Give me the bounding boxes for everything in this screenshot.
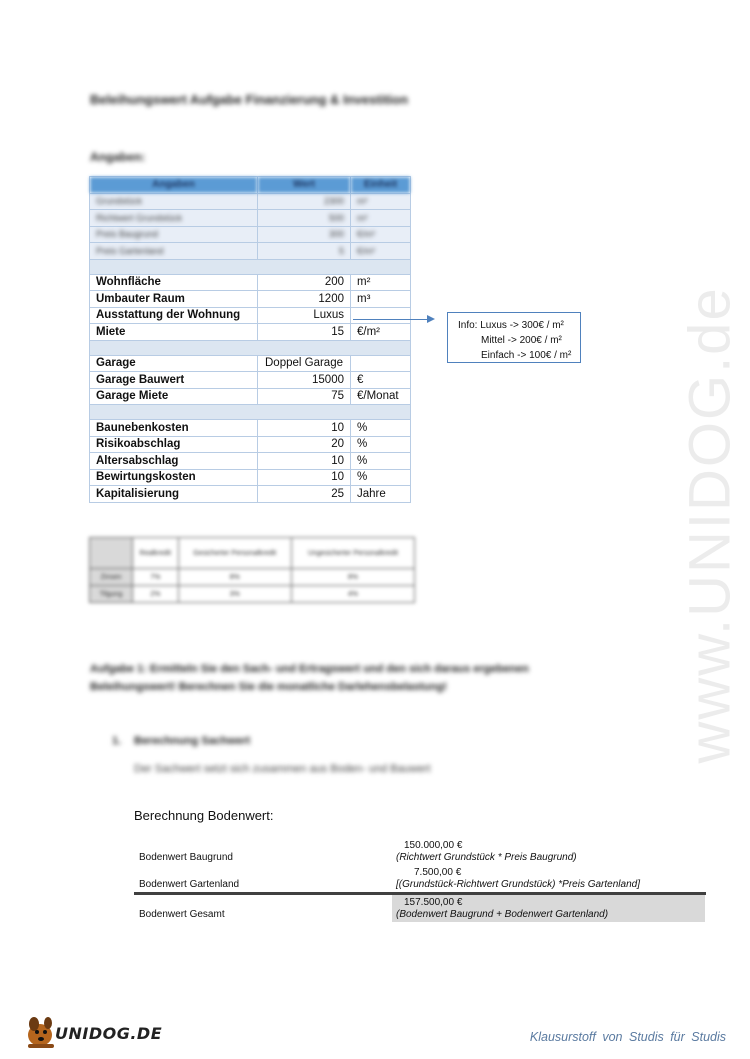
calc-row: [134, 838, 706, 865]
footer-slogan: Klausurstoff von Studis für Studis: [529, 1030, 726, 1044]
document-title: Beleihungswert Aufgabe Finanzierung & Investition: [90, 92, 409, 107]
logo-text: UNIDOG.DE: [55, 1024, 163, 1043]
table-row: Altersabschlag 10 %: [90, 453, 411, 470]
table-separator: [90, 259, 411, 274]
calc-label: Bodenwert Baugrund: [139, 852, 233, 863]
table-row: Realkredit Gesicherter Personalkredit Ungesicherter Personalkredit: [90, 538, 415, 569]
bodenwert-calculation: [134, 838, 706, 922]
table-row: Preis Gartenland 5 €/m²: [90, 243, 411, 260]
table-separator: [90, 405, 411, 420]
interest-table: [89, 537, 415, 603]
table-row: Bewirtungskosten 10 %: [90, 469, 411, 486]
calc-label: Bodenwert Gartenland: [139, 879, 240, 890]
watermark: www.UNIDOG.de: [677, 286, 743, 764]
table-separator: [90, 340, 411, 355]
table-row: Baunebenkosten 10 %: [90, 420, 411, 437]
table-row: Preis Baugrund 300 €/m²: [90, 226, 411, 243]
section-heading: [112, 735, 250, 747]
calc-row: [134, 865, 706, 892]
calc-amount: 150.000,00 €: [404, 840, 463, 851]
calc-formula: (Richtwert Grundstück * Preis Baugrund): [396, 852, 577, 863]
dog-mascot-icon: [28, 1017, 54, 1048]
task-description: Aufgabe 1: Ermitteln Sie den Sach- und Ertragswert und den sich daraus ergebenen Beleihungswert! Berechnen Sie die monatliche Darlehensbelastung!: [90, 663, 529, 693]
arrow-line: [353, 319, 429, 320]
table-row: Risikoabschlag 20 %: [90, 436, 411, 453]
table-row: Garage Bauwert 15000 €: [90, 372, 411, 389]
table-header-wert: Wert: [258, 177, 351, 194]
angaben-label: Angaben:: [90, 150, 146, 164]
data-table: [89, 176, 411, 503]
arrow-head-icon: [427, 315, 435, 323]
info-line: Mittel -> 200€ / m²: [481, 335, 562, 346]
table-row: Zinsen 7% 8% 8%: [90, 569, 415, 586]
table-row: Kapitalisierung 25 Jahre: [90, 486, 411, 503]
section-number: 1.: [112, 735, 122, 747]
calc-label: Bodenwert Gesamt: [139, 909, 225, 920]
section-subtext: Der Sachwert setzt sich zusammen aus Boden- und Bauwert: [134, 763, 431, 775]
calc-formula: [(Grundstück-Richtwert Grundstück) *Preis Gartenland]: [396, 879, 640, 890]
table-row: Garage Miete 75 €/Monat: [90, 388, 411, 405]
table-row: Ausstattung der Wohnung Luxus: [90, 307, 411, 324]
bodenwert-title: Berechnung Bodenwert:: [134, 808, 274, 823]
info-callout: [447, 312, 581, 363]
table-row: Wohnfläche 200 m²: [90, 274, 411, 291]
calc-formula: (Bodenwert Baugrund + Bodenwert Gartenland): [396, 909, 609, 920]
info-line: Info: Luxus -> 300€ / m²: [458, 320, 564, 331]
calc-amount: 7.500,00 €: [414, 867, 462, 878]
table-header-einheit: Einheit: [351, 177, 411, 194]
table-row: Miete 15 €/m²: [90, 324, 411, 341]
table-row: Grundstück 2300 m²: [90, 193, 411, 210]
calc-amount: 157.500,00 €: [404, 897, 463, 908]
table-row: Tilgung 2% 3% 4%: [90, 586, 415, 603]
info-line: Einfach -> 100€ / m²: [481, 350, 572, 361]
section-title: Berechnung Sachwert: [134, 735, 251, 747]
table-row: Richtwert Grundstück 500 m²: [90, 210, 411, 227]
table-row: Umbauter Raum 1200 m³: [90, 291, 411, 308]
calc-row-total: [134, 895, 706, 922]
table-row: Garage Doppel Garage: [90, 355, 411, 372]
table-header-angaben: Angaben: [90, 177, 258, 194]
